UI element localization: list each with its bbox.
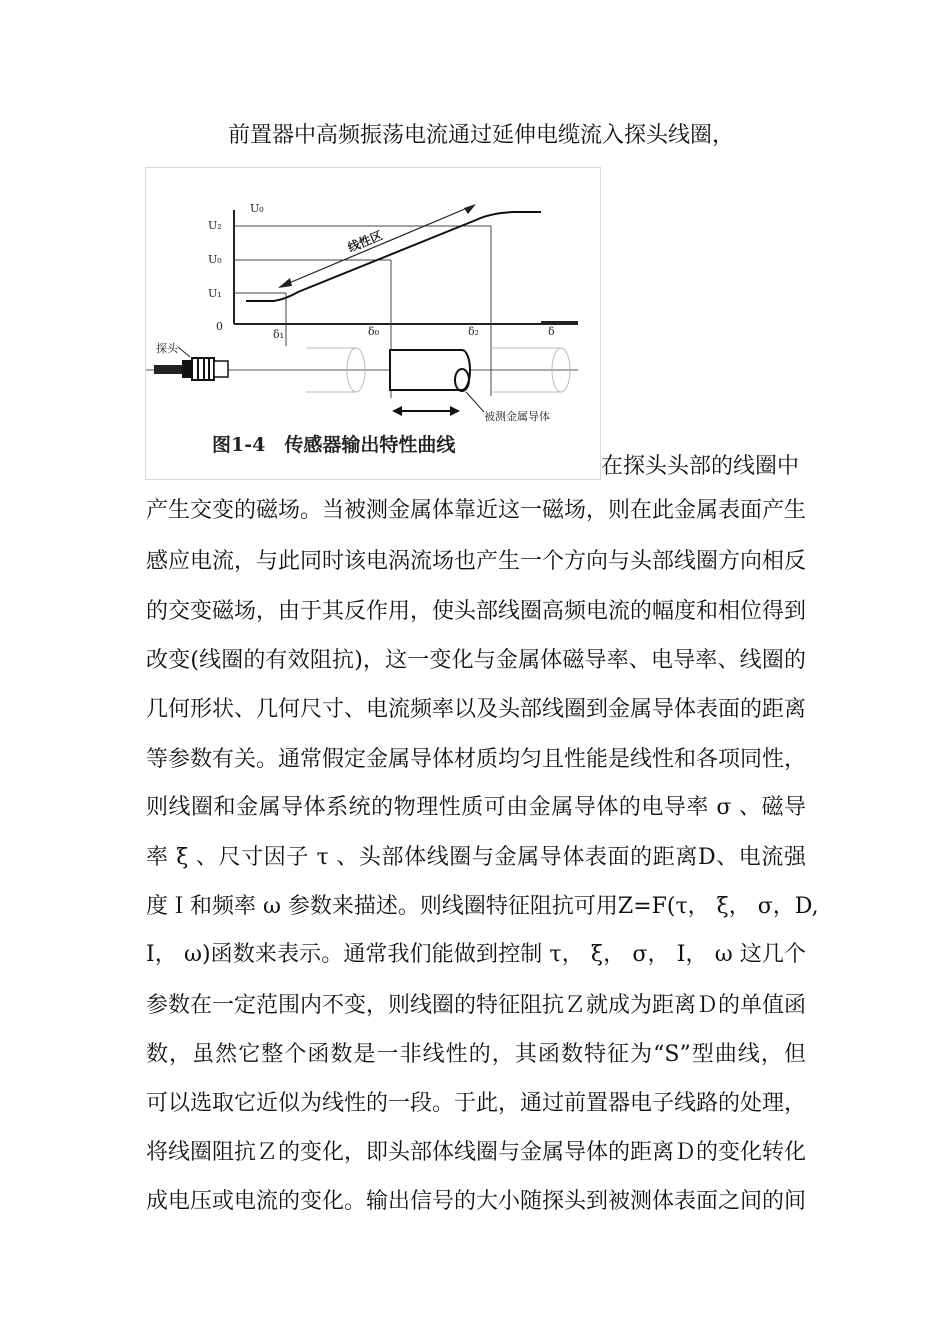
figure-svg xyxy=(146,168,600,479)
linear-zone-arrow xyxy=(282,206,472,286)
paragraph-line: 率 ξ 、尺寸因子 τ 、头部体线圈与金属导体表面的距离D、电流强 xyxy=(146,845,806,870)
paragraph-line: 数，虽然它整个函数是一非线性的，其函数特征为“S”型曲线，但 xyxy=(146,1042,806,1067)
paragraph-line: 可以选取它近似为线性的一段。于此，通过前置器电子线路的处理， xyxy=(146,1091,807,1116)
paragraph-line: 成电压或电流的变化。输出信号的大小随探头到被测体表面之间的间 xyxy=(146,1189,807,1214)
intro-text: 前置器中高频振荡电流通过延伸电缆流入探头线圈， xyxy=(228,123,735,148)
paragraph-line: 度Ｉ和频率 ω 参数来描述。则线圈特征阻抗可用Z=F(τ， ξ， σ，D, xyxy=(146,894,819,919)
paragraph-line: I， ω)函数来表示。通常我们能做到控制 τ， ξ， σ， I， ω 这几个 xyxy=(146,942,806,967)
x-tick-d: δ xyxy=(548,325,555,338)
paragraph-line: 则线圈和金属导体系统的物理性质可由金属导体的电导率 σ 、磁导 xyxy=(146,795,806,820)
y-tick-u2: U₂ xyxy=(208,219,222,232)
paragraph-line: 等参数有关。通常假定金属导体材质均匀且性能是线性和各项同性， xyxy=(146,747,807,772)
x-tick-d1: δ₁ xyxy=(273,328,285,341)
paragraph-line: 产生交变的磁场。当被测金属体靠近这一磁场，则在此金属表面产生 xyxy=(146,498,807,523)
figure-caption: 图1-4 传感器输出特性曲线 xyxy=(212,434,456,456)
paragraph-line: 的交变磁场，由于其反作用，使头部线圈高频电流的幅度和相位得到 xyxy=(146,599,807,624)
paragraph-line: 改变(线圈的有效阻抗)，这一变化与金属体磁导率、电导率、线圈的 xyxy=(146,648,806,673)
target-cylinder xyxy=(390,350,470,391)
probe-label: 探头 xyxy=(156,342,178,355)
x-tick-d0: δ₀ xyxy=(368,325,380,338)
after-figure-text: 在探头头部的线圈中 xyxy=(601,454,800,479)
target-label: 被测金属导体 xyxy=(484,410,550,423)
y-tick-u0: U₀ xyxy=(208,253,222,266)
paragraph-line: 将线圈阻抗Ｚ的变化，即头部体线圈与金属导体的距离Ｄ的变化转化 xyxy=(146,1140,807,1165)
y-tick-zero: 0 xyxy=(216,320,223,333)
linear-zone-label: 线性区 xyxy=(345,228,385,255)
y-axis-label: U₀ xyxy=(250,202,264,215)
probe-icon xyxy=(154,358,228,380)
output-curve xyxy=(246,212,541,301)
paragraph-line: 几何形状、几何尺寸、电流频率以及头部线圈到金属导体表面的距离 xyxy=(146,697,807,722)
x-tick-d2: δ₂ xyxy=(468,325,480,338)
paragraph-line: 参数在一定范围内不变，则线圈的特征阻抗Ｚ就成为距离Ｄ的单值函 xyxy=(146,993,807,1018)
y-tick-u1: U₁ xyxy=(208,287,222,300)
sensor-output-figure xyxy=(145,167,601,480)
paragraph-line: 感应电流，与此同时该电涡流场也产生一个方向与头部线圈方向相反 xyxy=(146,549,807,574)
